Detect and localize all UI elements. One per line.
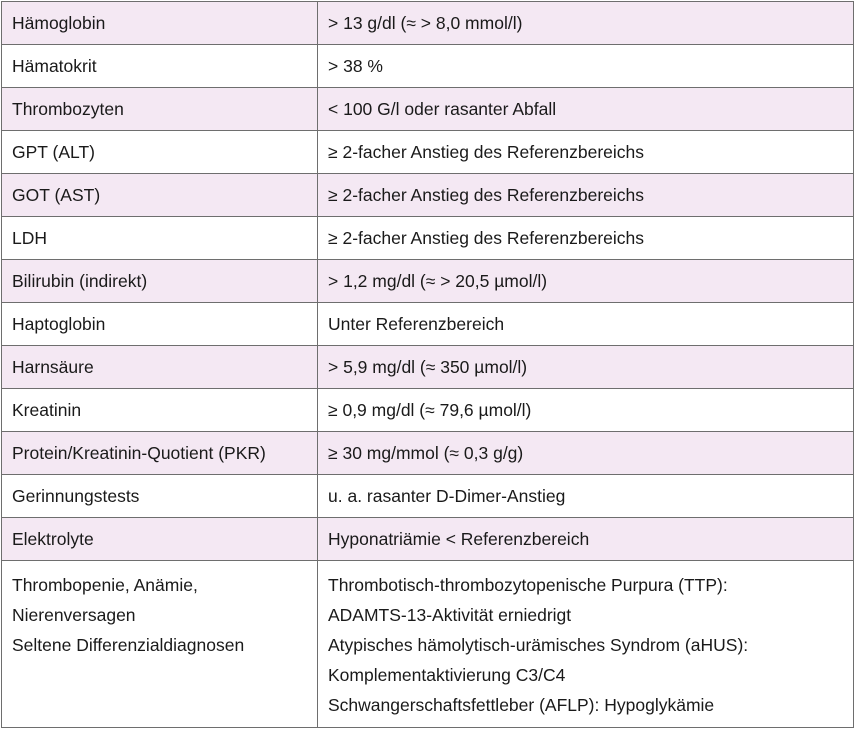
parameter-cell: Kreatinin <box>2 389 318 432</box>
lab-values-table <box>1 1 854 728</box>
table-row <box>2 217 854 260</box>
value-cell: ≥ 2-facher Anstieg des Referenzbereichs <box>318 131 854 174</box>
parameter-line: Thrombopenie, Anämie, <box>12 575 198 595</box>
table-row <box>2 45 854 88</box>
parameter-line: Seltene Differenzialdiagnosen <box>12 635 245 655</box>
table-row <box>2 389 854 432</box>
value-cell: u. a. rasanter D-Dimer-Anstieg <box>318 475 854 518</box>
value-line: Schwangerschaftsfettleber (AFLP): Hypoglykämie <box>328 695 715 715</box>
table-row <box>2 260 854 303</box>
table-row <box>2 174 854 217</box>
value-cell: ≥ 2-facher Anstieg des Referenzbereichs <box>318 174 854 217</box>
value-cell: > 38 % <box>318 45 854 88</box>
value-cell: < 100 G/l oder rasanter Abfall <box>318 88 854 131</box>
parameter-cell: Protein/Kreatinin-Quotient (PKR) <box>2 432 318 475</box>
value-cell: ≥ 0,9 mg/dl (≈ 79,6 µmol/l) <box>318 389 854 432</box>
value-cell: > 13 g/dl (≈ > 8,0 mmol/l) <box>318 2 854 45</box>
value-line: ADAMTS-13-Aktivität erniedrigt <box>328 605 572 625</box>
value-cell: Unter Referenzbereich <box>318 303 854 346</box>
parameter-cell: Hämatokrit <box>2 45 318 88</box>
value-line: Atypisches hämolytisch-urämisches Syndrom (aHUS): <box>328 635 749 655</box>
table-row <box>2 88 854 131</box>
parameter-cell: GPT (ALT) <box>2 131 318 174</box>
table-row <box>2 2 854 45</box>
table-row <box>2 131 854 174</box>
value-line: Komplementaktivierung C3/C4 <box>328 665 566 685</box>
value-cell: ≥ 30 mg/mmol (≈ 0,3 g/g) <box>318 432 854 475</box>
parameter-cell <box>2 561 318 728</box>
value-cell: > 1,2 mg/dl (≈ > 20,5 µmol/l) <box>318 260 854 303</box>
parameter-cell: Gerinnungstests <box>2 475 318 518</box>
table-row <box>2 432 854 475</box>
table-row-differential <box>2 561 854 728</box>
value-cell: ≥ 2-facher Anstieg des Referenzbereichs <box>318 217 854 260</box>
value-cell: Hyponatriämie < Referenzbereich <box>318 518 854 561</box>
parameter-cell: Thrombozyten <box>2 88 318 131</box>
parameter-line: Nierenversagen <box>12 605 136 625</box>
parameter-cell: Hämoglobin <box>2 2 318 45</box>
table-row <box>2 303 854 346</box>
table-row <box>2 346 854 389</box>
parameter-cell: Haptoglobin <box>2 303 318 346</box>
parameter-cell: Elektrolyte <box>2 518 318 561</box>
parameter-cell: GOT (AST) <box>2 174 318 217</box>
parameter-cell: LDH <box>2 217 318 260</box>
value-cell <box>318 561 854 728</box>
value-line: Thrombotisch-thrombozytopenische Purpura (TTP): <box>328 575 728 595</box>
value-cell: > 5,9 mg/dl (≈ 350 µmol/l) <box>318 346 854 389</box>
table-row <box>2 475 854 518</box>
parameter-cell: Harnsäure <box>2 346 318 389</box>
parameter-cell: Bilirubin (indirekt) <box>2 260 318 303</box>
table-row <box>2 518 854 561</box>
